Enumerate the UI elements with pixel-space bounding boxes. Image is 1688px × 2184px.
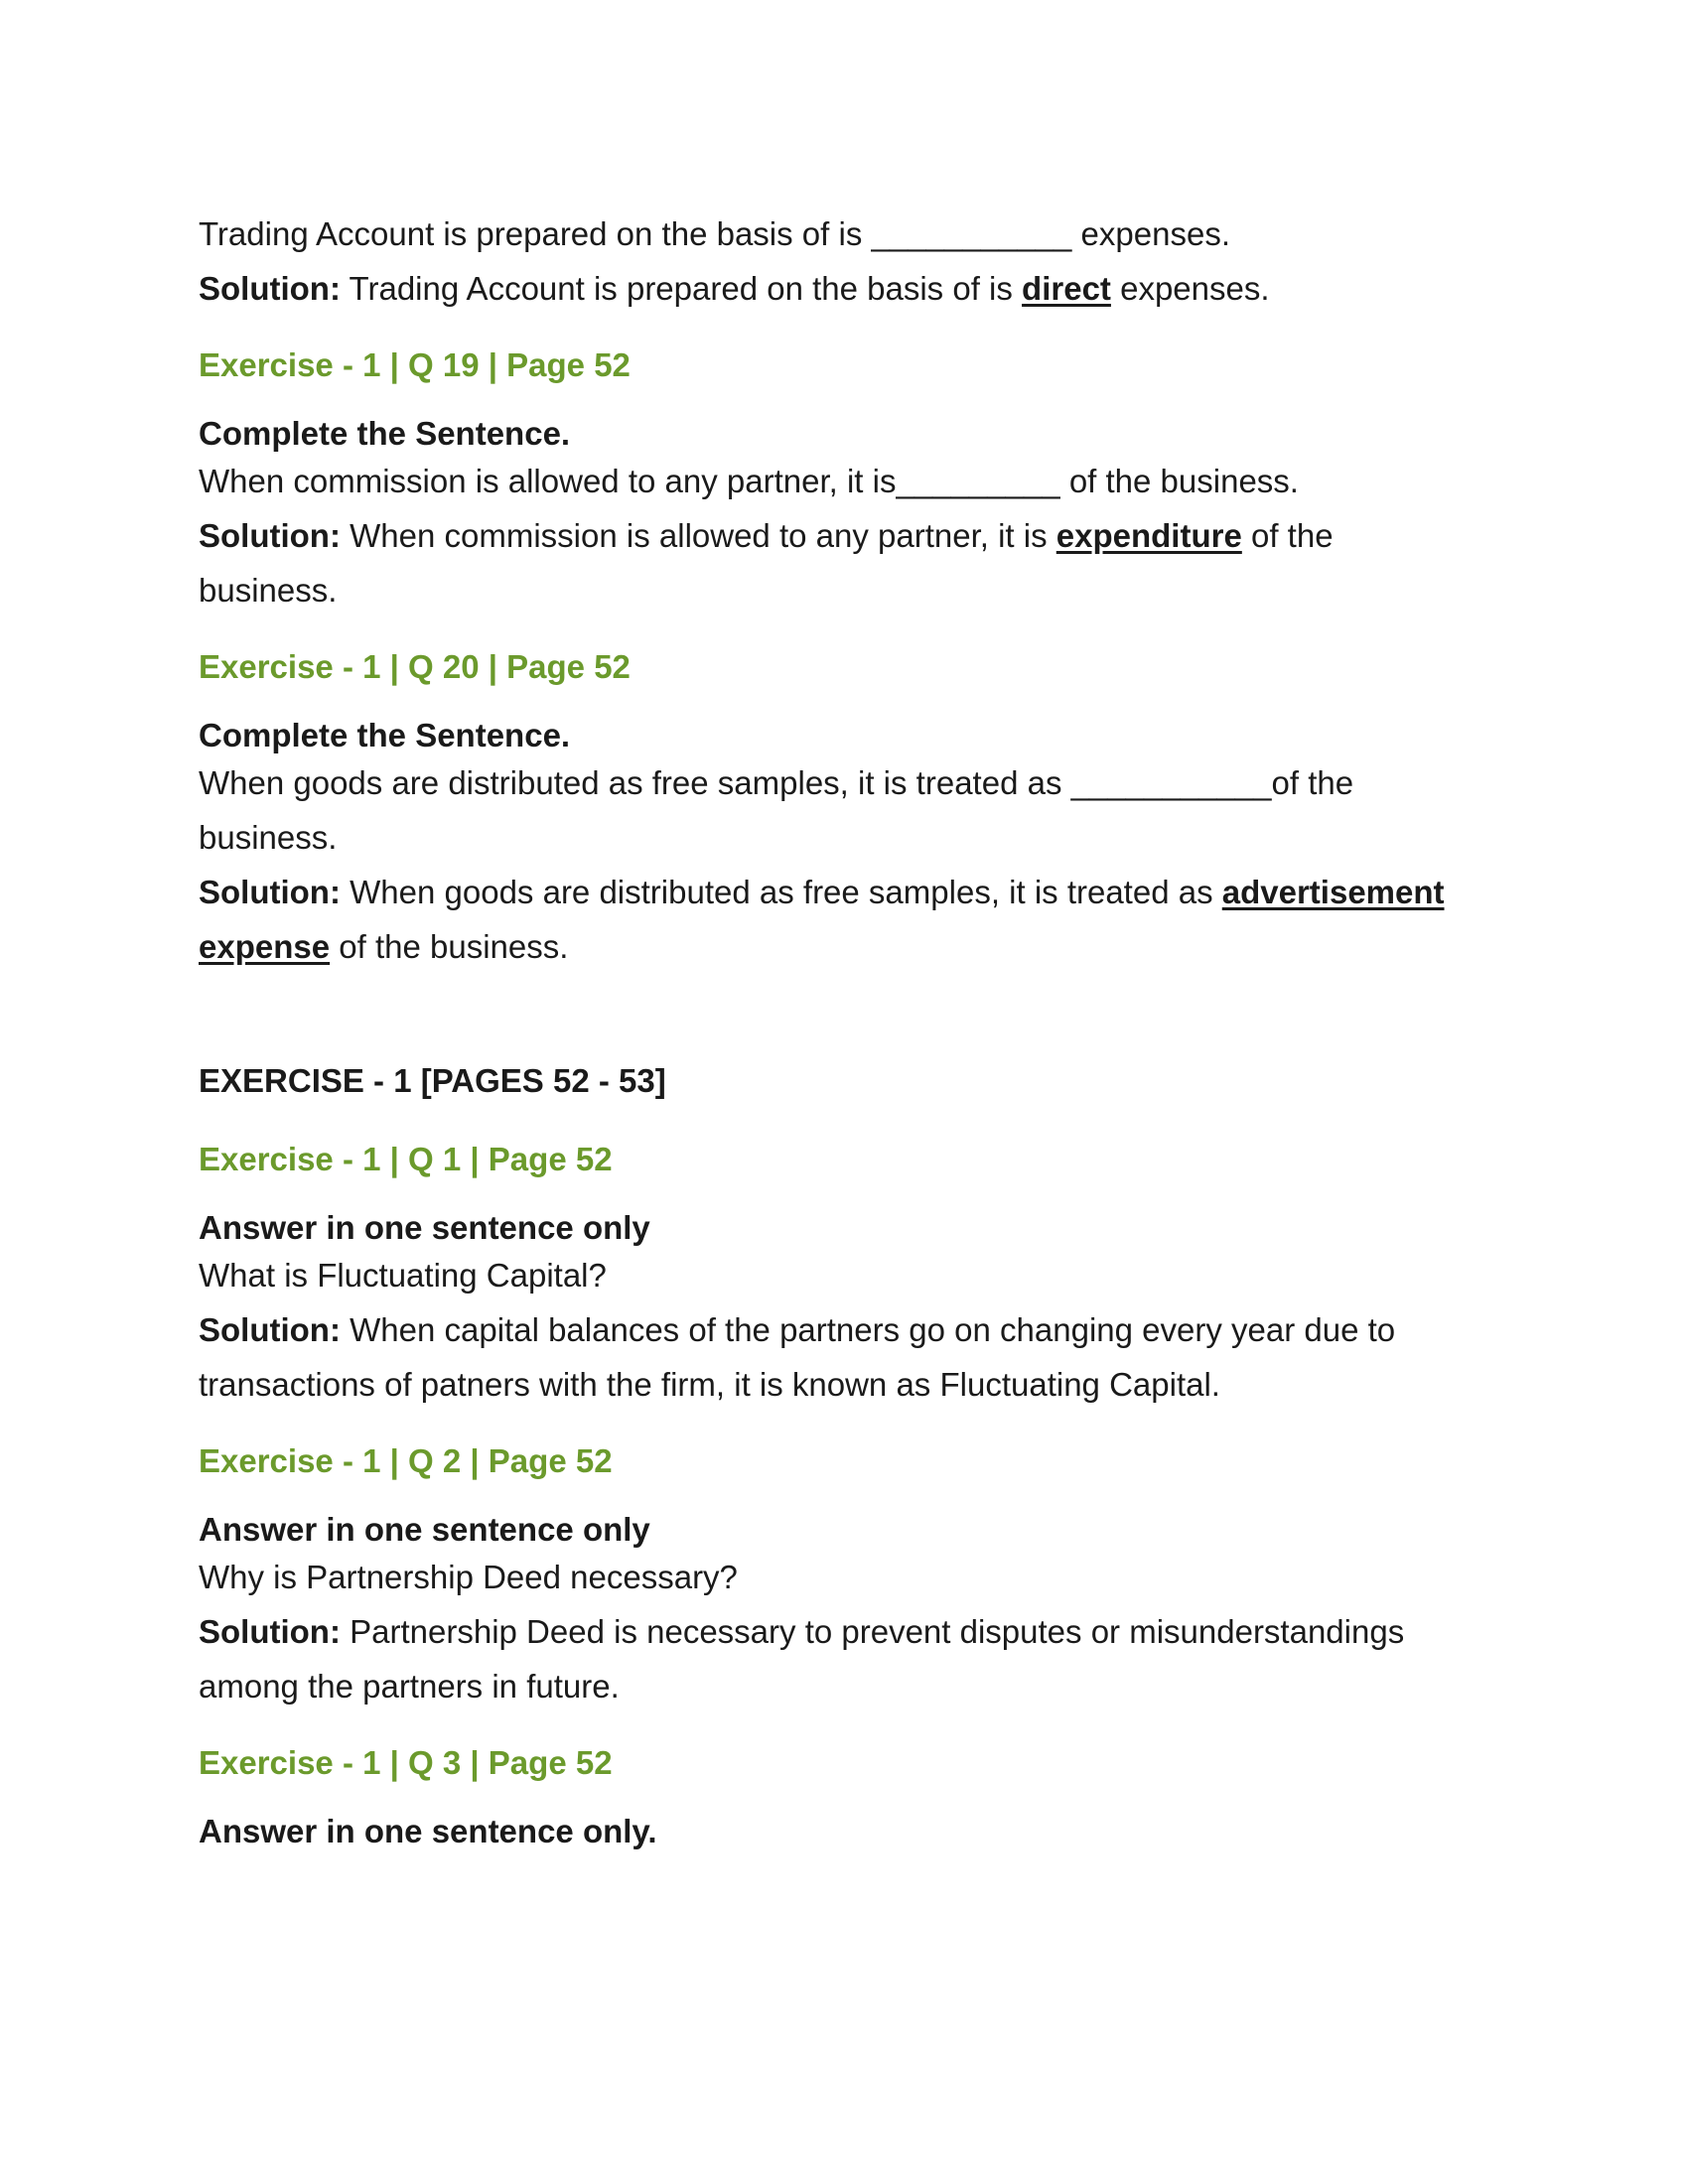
exercise-header: Exercise - 1 | Q 2 | Page 52 xyxy=(199,1442,613,1479)
instruction: Complete the Sentence. xyxy=(199,415,571,452)
question-part: of the business. xyxy=(1059,463,1299,499)
instruction: Answer in one sentence only xyxy=(199,1209,650,1246)
question-part: expenses. xyxy=(1071,215,1230,252)
section-title: EXERCISE - 1 [PAGES 52 - 53] xyxy=(199,1062,666,1099)
instruction: Answer in one sentence only. xyxy=(199,1813,657,1849)
instruction: Answer in one sentence only xyxy=(199,1511,650,1548)
answer-blank: ___________ xyxy=(1070,764,1272,801)
solution-label: Solution: xyxy=(199,1311,341,1348)
solution-text xyxy=(199,865,1489,974)
question-part: Trading Account is prepared on the basis of is xyxy=(199,215,872,252)
exercise-header: Exercise - 1 | Q 1 | Page 52 xyxy=(199,1141,613,1177)
solution-label: Solution: xyxy=(199,517,341,554)
question-text: Why is Partnership Deed necessary? xyxy=(199,1559,738,1595)
instruction: Complete the Sentence. xyxy=(199,717,571,753)
solution-text xyxy=(199,261,1489,316)
solution-part: of the business. xyxy=(199,517,1334,609)
solution-part: of the business. xyxy=(330,928,569,965)
solution-part: Trading Account is prepared on the basis of is xyxy=(340,270,1023,307)
solution-text xyxy=(199,508,1479,617)
question-text xyxy=(199,454,1489,508)
question-text xyxy=(199,755,1400,865)
solution-text xyxy=(199,1604,1430,1713)
solution-part: When commission is allowed to any partner, it is xyxy=(340,517,1056,554)
solution-part: When goods are distributed as free samples, it is treated as xyxy=(340,874,1222,910)
solution-label: Solution: xyxy=(199,874,341,910)
document-page xyxy=(199,206,1489,1851)
exercise-header: Exercise - 1 | Q 20 | Page 52 xyxy=(199,648,631,685)
exercise-header: Exercise - 1 | Q 3 | Page 52 xyxy=(199,1744,613,1781)
answer-blank: ___________ xyxy=(871,215,1072,252)
question-part: When commission is allowed to any partner, it is xyxy=(199,463,897,499)
answer-blank: _________ xyxy=(896,463,1060,499)
solution-text xyxy=(199,1302,1430,1412)
solution-answer: direct xyxy=(1022,270,1111,307)
question-text xyxy=(199,206,1489,261)
solution-part: expenses. xyxy=(1110,270,1270,307)
question-text: What is Fluctuating Capital? xyxy=(199,1257,607,1294)
question-part: When goods are distributed as free samples, it is treated as xyxy=(199,764,1071,801)
solution-answer: expenditure xyxy=(1055,517,1242,554)
solution-label: Solution: xyxy=(199,1613,341,1650)
solution-answer: advertisement expense xyxy=(199,874,1445,965)
exercise-header: Exercise - 1 | Q 19 | Page 52 xyxy=(199,346,631,383)
question-part: of the business. xyxy=(199,764,1354,856)
solution-part: Partnership Deed is necessary to prevent disputes or misunderstandings among the partners in future. xyxy=(199,1613,1405,1705)
solution-label: Solution: xyxy=(199,270,341,307)
solution-part: When capital balances of the partners go on changing every year due to transactions of patners with the firm, it is known as Fluctuating Capital. xyxy=(199,1311,1396,1403)
